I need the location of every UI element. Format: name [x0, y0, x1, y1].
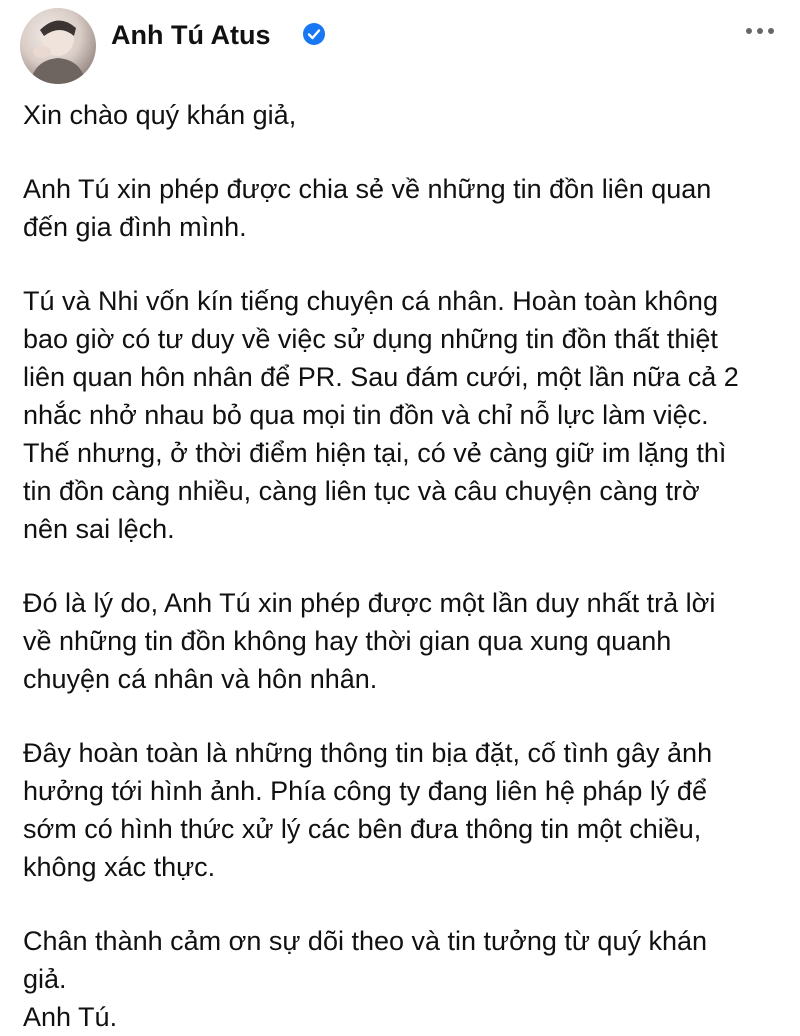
text-line: chuyện cá nhân và hôn nhân.: [23, 664, 378, 694]
text-line: Xin chào quý khán giả,: [23, 100, 297, 130]
post-body: [23, 96, 783, 1036]
more-options-icon[interactable]: [738, 20, 782, 42]
paragraph-context: [23, 282, 783, 548]
text-line: Chân thành cảm ơn sự dõi theo và tin tưởng từ quý khán: [23, 926, 708, 956]
text-line: về những tin đồn không hay thời gian qua xung quanh: [23, 626, 672, 656]
paragraph-intro: [23, 170, 783, 246]
paragraph-closing: [23, 922, 783, 1036]
paragraph-greeting: [23, 96, 783, 134]
paragraph-statement: [23, 734, 783, 886]
text-line: không xác thực.: [23, 852, 216, 882]
paragraph-reason: [23, 584, 783, 698]
more-dot: [757, 28, 763, 34]
text-line: nên sai lệch.: [23, 514, 175, 544]
post-header: [18, 6, 782, 78]
text-line: giả.: [23, 964, 67, 994]
text-line: hưởng tới hình ảnh. Phía công ty đang liên hệ pháp lý để: [23, 776, 707, 806]
verified-badge-icon: [302, 22, 326, 46]
text-line: Tú và Nhi vốn kín tiếng chuyện cá nhân. Hoàn toàn không: [23, 286, 718, 316]
avatar-photo: [20, 8, 96, 84]
text-line: bao giờ có tư duy về việc sử dụng những tin đồn thất thiệt: [23, 324, 718, 354]
text-line: Thế nhưng, ở thời điểm hiện tại, có vẻ càng giữ im lặng thì: [23, 438, 727, 468]
text-line: liên quan hôn nhân để PR. Sau đám cưới, một lần nữa cả 2: [23, 362, 739, 392]
signature: Anh Tú.: [23, 1002, 118, 1032]
text-line: Anh Tú xin phép được chia sẻ về những tin đồn liên quan: [23, 174, 712, 204]
avatar[interactable]: [20, 8, 96, 84]
text-line: tin đồn càng nhiều, càng liên tục và câu chuyện càng trờ: [23, 476, 700, 506]
more-dot: [746, 28, 752, 34]
more-dot: [768, 28, 774, 34]
author-name[interactable]: Anh Tú Atus: [111, 20, 271, 50]
text-line: Đó là lý do, Anh Tú xin phép được một lần duy nhất trả lời: [23, 588, 716, 618]
text-line: đến gia đình mình.: [23, 212, 247, 242]
text-line: sớm có hình thức xử lý các bên đưa thông tin một chiều,: [23, 814, 702, 844]
text-line: Đây hoàn toàn là những thông tin bịa đặt, cố tình gây ảnh: [23, 738, 713, 768]
text-line: nhắc nhở nhau bỏ qua mọi tin đồn và chỉ nỗ lực làm việc.: [23, 400, 709, 430]
